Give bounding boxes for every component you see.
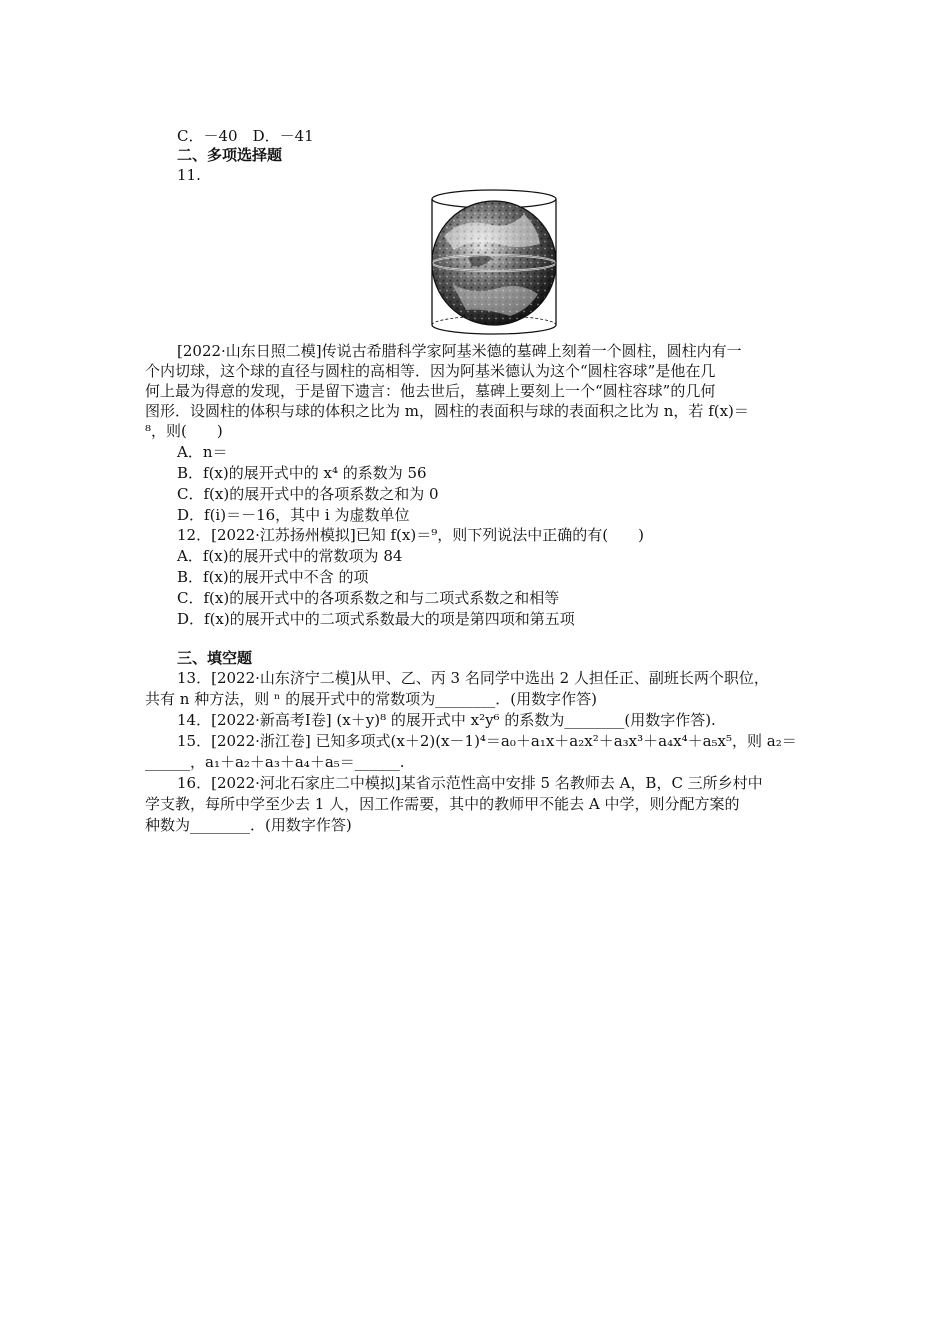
q11-option-d: D．f(i)＝－16，其中 i 为虚数单位	[177, 506, 410, 524]
q13-line-1: 13．[2022·山东济宁二模]从甲、乙、丙 3 名同学中选出 2 人担任正、副班长两个职位，	[177, 669, 769, 687]
q16-line-2: 学支教，每所中学至少去 1 人，因工作需要，其中的教师甲不能去 A 中学，则分配方案的	[145, 795, 740, 813]
cylinder-sphere-illustration	[428, 188, 560, 336]
q12-option-a: A．f(x)的展开式中的常数项为 84	[177, 547, 403, 565]
q15-line-2: ______，a₁＋a₂＋a₃＋a₄＋a₅＝______.	[145, 753, 405, 771]
q12-stem: 12．[2022·江苏扬州模拟]已知 f(x)＝⁹，则下列说法中正确的有( )	[177, 526, 644, 544]
cylinder-sphere-figure	[428, 188, 560, 336]
q11-option-a: A．n＝	[177, 443, 228, 461]
q14-line: 14．[2022·新高考Ⅰ卷] (x＋y)⁸ 的展开式中 x²y⁶ 的系数为________(用数字作答).	[177, 711, 716, 729]
q12-option-d: D．f(x)的展开式中的二项式系数最大的项是第四项和第五项	[177, 610, 575, 628]
q11-option-b: B．f(x)的展开式中的 x⁴ 的系数为 56	[177, 464, 427, 482]
q16-line-1: 16．[2022·河北石家庄二中模拟]某省示范性高中安排 5 名教师去 A，B，C 三所乡村中	[177, 774, 763, 792]
section-multiple-choice-heading: 二、多项选择题	[177, 146, 283, 164]
q11-stem-line-1: [2022·山东日照二模]传说古希腊科学家阿基米德的墓碑上刻着一个圆柱，圆柱内有一	[177, 342, 742, 360]
q11-stem-line-5: ⁸，则( )	[145, 422, 223, 440]
q16-line-3: 种数为________．(用数字作答)	[145, 816, 352, 834]
section-fill-blank-heading: 三、填空题	[177, 649, 253, 667]
q11-number: 11.	[177, 166, 201, 184]
q13-line-2: 共有 n 种方法，则 ⁿ 的展开式中的常数项为________．(用数字作答)	[145, 690, 597, 708]
q11-stem-line-3: 何上最为得意的发现，于是留下遗言：他去世后，墓碑上要刻上一个“圆柱容球”的几何	[145, 382, 716, 400]
q12-option-c: C．f(x)的展开式中的各项系数之和与二项式系数之和相等	[177, 589, 560, 607]
q15-line-1: 15．[2022·浙江卷] 已知多项式(x＋2)(x－1)⁴＝a₀＋a₁x＋a₂x²＋a₃x³＋a₄x⁴＋a₅x⁵，则 a₂＝	[177, 732, 797, 750]
q11-stem-line-4: 图形．设圆柱的体积与球的体积之比为 m，圆柱的表面积与球的表面积之比为 n，若 f(x)＝	[145, 402, 749, 420]
q11-option-c: C．f(x)的展开式中的各项系数之和为 0	[177, 485, 439, 503]
q11-stem-line-2: 个内切球，这个球的直径与圆柱的高相等．因为阿基米德认为这个“圆柱容球”是他在几	[145, 362, 716, 380]
q10-options-cd: C．－40 D．－41	[177, 127, 314, 145]
q12-option-b: B．f(x)的展开式中不含 的项	[177, 568, 369, 586]
